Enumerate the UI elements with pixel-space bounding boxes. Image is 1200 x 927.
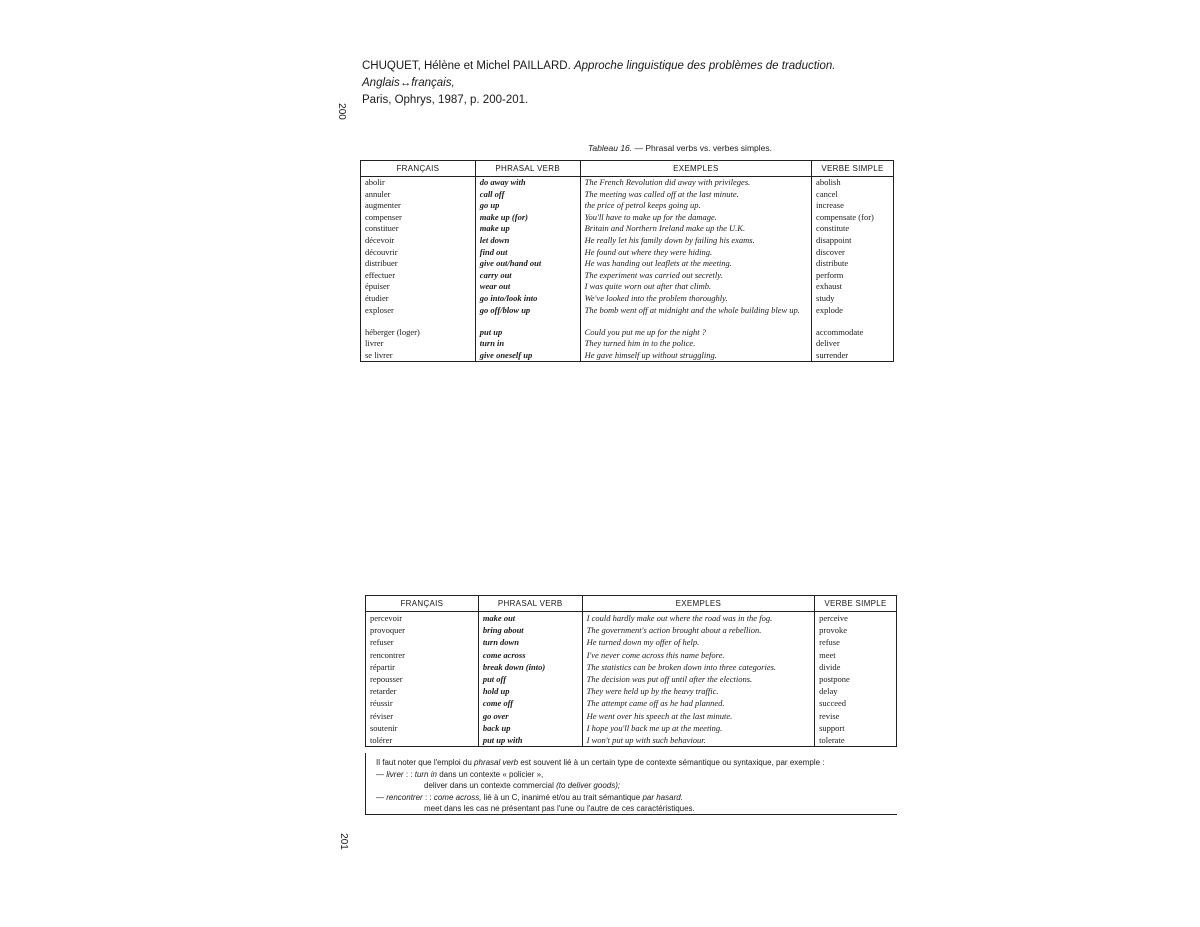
table-row [361, 177, 894, 189]
note-livrer: — livrer : : turn in dans un contexte « policier », [376, 769, 544, 779]
cell-francais: se livrer [361, 350, 476, 362]
caption-text: — Phrasal verbs vs. verbes simples. [634, 143, 772, 153]
cell-phrasal-verb: make up [475, 223, 580, 235]
cell-verbe-simple: tolerate [815, 734, 897, 747]
cell-example: He turned down my offer of help. [582, 636, 814, 648]
cell-phrasal-verb: come across [478, 649, 582, 661]
cell-phrasal-verb: put up with [478, 734, 582, 747]
cell-verbe-simple: discover [812, 247, 894, 259]
cell-phrasal-verb: go off/blow up [475, 305, 580, 327]
cell-example: I've never come across this name before. [582, 649, 814, 661]
note-meet: meet dans les cas ne présentant pas l'une ou l'autre de ces caractéristiques. [424, 804, 695, 813]
cell-phrasal-verb: come off [478, 697, 582, 709]
cell-phrasal-verb: carry out [475, 270, 580, 282]
cell-example: I hope you'll back me up at the meeting. [582, 722, 814, 734]
cell-example: Could you put me up for the night ? [580, 327, 811, 339]
table-row [361, 235, 894, 247]
cell-verbe-simple: exhaust [812, 281, 894, 293]
cell-verbe-simple: disappoint [812, 235, 894, 247]
cell-francais: réviser [366, 710, 479, 722]
cell-example: We've looked into the problem thoroughly. [580, 293, 811, 305]
header-francais: FRANÇAIS [366, 596, 479, 612]
table-row [366, 636, 897, 648]
header-phrasal-verb: PHRASAL VERB [475, 161, 580, 177]
cell-francais: exploser [361, 305, 476, 327]
cell-phrasal-verb: call off [475, 189, 580, 201]
table-row [361, 223, 894, 235]
cell-verbe-simple: study [812, 293, 894, 305]
cell-phrasal-verb: wear out [475, 281, 580, 293]
table-row [366, 697, 897, 709]
cell-verbe-simple: abolish [812, 177, 894, 189]
cell-example: The attempt came off as he had planned. [582, 697, 814, 709]
cell-phrasal-verb: break down (into) [478, 661, 582, 673]
cell-example: The experiment was carried out secretly. [580, 270, 811, 282]
citation [362, 58, 922, 109]
cell-francais: soutenir [366, 722, 479, 734]
cell-example: He really let his family down by failing his exams. [580, 235, 811, 247]
cell-example: He gave himself up without struggling. [580, 350, 811, 362]
cell-example: the price of petrol keeps going up. [580, 200, 811, 212]
cell-francais: compenser [361, 212, 476, 224]
table-row [361, 200, 894, 212]
header-phrasal-verb: PHRASAL VERB [478, 596, 582, 612]
cell-verbe-simple: provoke [815, 624, 897, 636]
table-row [366, 661, 897, 673]
cell-francais: retarder [366, 685, 479, 697]
cell-phrasal-verb: give out/hand out [475, 258, 580, 270]
table-row [361, 270, 894, 282]
cell-example: The bomb went off at midnight and the whole building blew up. [580, 305, 811, 327]
cell-example: The government's action brought about a rebellion. [582, 624, 814, 636]
table-row [361, 350, 894, 362]
cell-example: He was handing out leaflets at the meeting. [580, 258, 811, 270]
table-row [361, 212, 894, 224]
cell-verbe-simple: deliver [812, 338, 894, 350]
cell-phrasal-verb: go up [475, 200, 580, 212]
cell-example: Britain and Northern Ireland make up the U.K. [580, 223, 811, 235]
cell-phrasal-verb: turn down [478, 636, 582, 648]
cell-example: The French Revolution did away with privileges. [580, 177, 811, 189]
cell-phrasal-verb: turn in [475, 338, 580, 350]
cell-francais: épuiser [361, 281, 476, 293]
cell-francais: découvrir [361, 247, 476, 259]
cell-example: I was quite worn out after that climb. [580, 281, 811, 293]
table-row [361, 189, 894, 201]
cell-francais: tolérer [366, 734, 479, 747]
cell-francais: constituer [361, 223, 476, 235]
cell-verbe-simple: revise [815, 710, 897, 722]
cell-francais: augmenter [361, 200, 476, 212]
table-row [366, 734, 897, 747]
cell-example: They were held up by the heavy traffic. [582, 685, 814, 697]
cell-francais: rencontrer [366, 649, 479, 661]
cell-example: I won't put up with such behaviour. [582, 734, 814, 747]
table-row [361, 327, 894, 339]
phrasal-verbs-table-2 [365, 595, 897, 747]
table-row [366, 649, 897, 661]
table-row [366, 673, 897, 685]
page-number-bottom: 201 [337, 833, 349, 850]
cell-phrasal-verb: make up (for) [475, 212, 580, 224]
cell-francais: effectuer [361, 270, 476, 282]
cell-example: The decision was put off until after the elections. [582, 673, 814, 685]
note-deliver: deliver dans un contexte commercial (to deliver goods); [424, 781, 621, 790]
cell-verbe-simple: postpone [815, 673, 897, 685]
cell-example: I could hardly make out where the road was in the fog. [582, 612, 814, 625]
cell-verbe-simple: constitute [812, 223, 894, 235]
table-row [361, 293, 894, 305]
cell-verbe-simple: meet [815, 649, 897, 661]
caption-label: Tableau 16. [588, 143, 633, 153]
table-caption [380, 143, 980, 153]
cell-phrasal-verb: make out [478, 612, 582, 625]
usage-note [365, 753, 897, 815]
table-1-body [361, 177, 894, 362]
cell-francais: étudier [361, 293, 476, 305]
cell-verbe-simple: compensate (for) [812, 212, 894, 224]
cell-example: He found out where they were hiding. [580, 247, 811, 259]
note-rencontrer: — rencontrer : : come across, lié à un C, inanimé et/ou au trait sémantique par hasard. [376, 792, 683, 802]
cell-francais: annuler [361, 189, 476, 201]
table-row [361, 281, 894, 293]
header-exemples: EXEMPLES [582, 596, 814, 612]
cell-phrasal-verb: find out [475, 247, 580, 259]
cell-francais: abolir [361, 177, 476, 189]
table-row [366, 624, 897, 636]
citation-publisher: Paris, Ophrys, 1987, p. 200-201. [362, 94, 529, 106]
table-row [366, 685, 897, 697]
cell-phrasal-verb: go over [478, 710, 582, 722]
table-row [361, 338, 894, 350]
cell-francais: distribuer [361, 258, 476, 270]
table-row [366, 710, 897, 722]
cell-verbe-simple: perceive [815, 612, 897, 625]
cell-verbe-simple: surrender [812, 350, 894, 362]
cell-phrasal-verb: hold up [478, 685, 582, 697]
cell-francais: livrer [361, 338, 476, 350]
header-exemples: EXEMPLES [580, 161, 811, 177]
table-row [361, 247, 894, 259]
cell-verbe-simple: explode [812, 305, 894, 327]
cell-verbe-simple: cancel [812, 189, 894, 201]
cell-phrasal-verb: back up [478, 722, 582, 734]
cell-francais: provoquer [366, 624, 479, 636]
cell-verbe-simple: perform [812, 270, 894, 282]
cell-verbe-simple: distribute [812, 258, 894, 270]
cell-phrasal-verb: give oneself up [475, 350, 580, 362]
cell-example: You'll have to make up for the damage. [580, 212, 811, 224]
cell-verbe-simple: accommodate [812, 327, 894, 339]
header-francais: FRANÇAIS [361, 161, 476, 177]
table-2-body [366, 612, 897, 747]
cell-phrasal-verb: do away with [475, 177, 580, 189]
table-row [366, 612, 897, 625]
table-row [361, 258, 894, 270]
cell-verbe-simple: increase [812, 200, 894, 212]
cell-francais: percevoir [366, 612, 479, 625]
phrasal-verbs-table-1 [360, 160, 894, 362]
cell-verbe-simple: refuse [815, 636, 897, 648]
header-verbe-simple: VERBE SIMPLE [815, 596, 897, 612]
header-verbe-simple: VERBE SIMPLE [812, 161, 894, 177]
citation-title: Approche linguistique des problèmes de traduction. Anglais↔français, [362, 60, 836, 89]
citation-authors: CHUQUET, Hélène et Michel PAILLARD. [362, 60, 571, 72]
cell-phrasal-verb: put off [478, 673, 582, 685]
cell-phrasal-verb: bring about [478, 624, 582, 636]
cell-phrasal-verb: put up [475, 327, 580, 339]
cell-example: He went over his speech at the last minute. [582, 710, 814, 722]
cell-example: The statistics can be broken down into three categories. [582, 661, 814, 673]
note-intro: Il faut noter que l'emploi du phrasal verb est souvent lié à un certain type de contexte sémantique ou syntaxique, par exemple : [376, 758, 825, 767]
cell-verbe-simple: delay [815, 685, 897, 697]
cell-francais: repousser [366, 673, 479, 685]
cell-verbe-simple: divide [815, 661, 897, 673]
table-row [366, 722, 897, 734]
page-number-top: 200 [335, 103, 347, 120]
cell-verbe-simple: succeed [815, 697, 897, 709]
cell-example: They turned him in to the police. [580, 338, 811, 350]
cell-example: The meeting was called off at the last minute. [580, 189, 811, 201]
table-row [361, 305, 894, 327]
cell-francais: décevoir [361, 235, 476, 247]
cell-verbe-simple: support [815, 722, 897, 734]
cell-phrasal-verb: let down [475, 235, 580, 247]
cell-phrasal-verb: go into/look into [475, 293, 580, 305]
cell-francais: refuser [366, 636, 479, 648]
cell-francais: héberger (loger) [361, 327, 476, 339]
cell-francais: répartir [366, 661, 479, 673]
cell-francais: réussir [366, 697, 479, 709]
